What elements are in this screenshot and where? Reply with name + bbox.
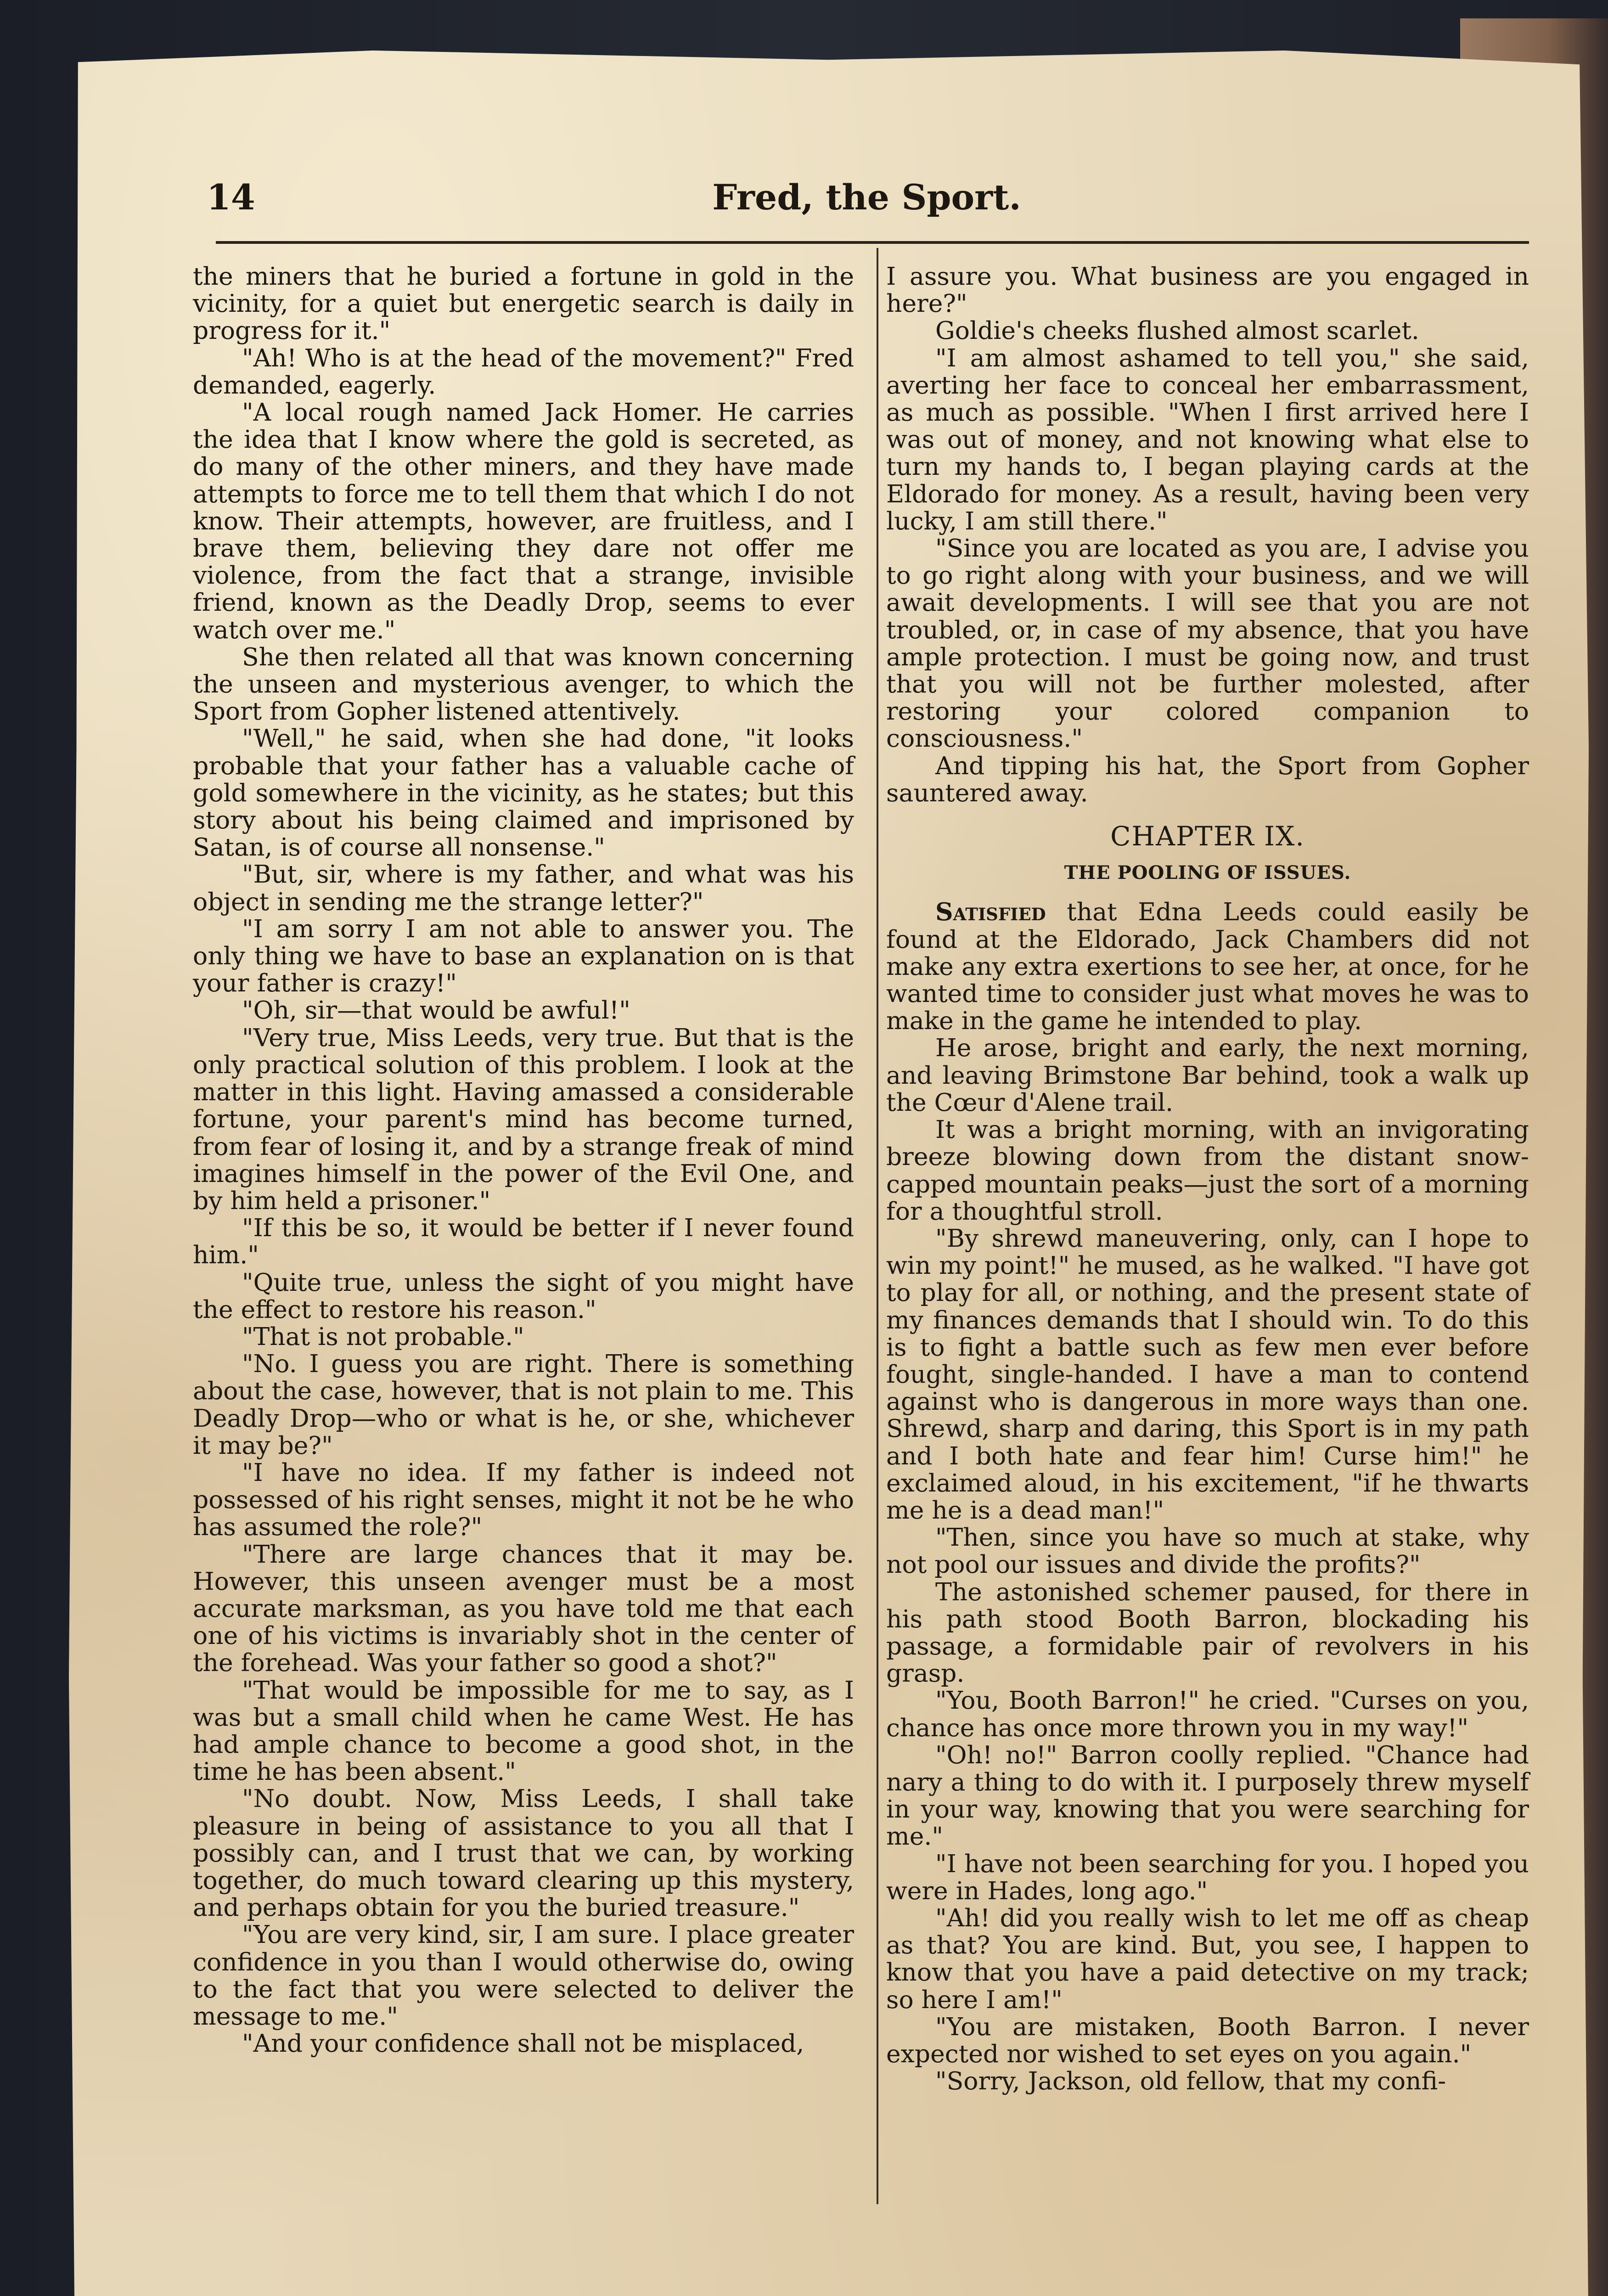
paragraph: It was a bright morning, with an invigorating breeze blowing down from the distant snow-capped mountain peaks—just the sort of a morning for a thoughtful stroll. — [886, 1115, 1529, 1226]
paragraph: "You are mistaken, Booth Barron. I never expected nor wished to set eyes on you again." — [886, 2012, 1529, 2068]
paragraph: And tipping his hat, the Sport from Gopher sauntered away. — [886, 751, 1529, 807]
paragraph: "By shrewd maneuvering, only, can I hope to win my point!" he mused, as he walked. "I have got to play for all, or nothing, and the present state of my finances demands that I should win. To do this is to fight a battle such as few men ever before fought, single-handed. I have a man to contend against who is dangerous in more ways than one. Shrewd, sharp and daring, this Sport is in my path and I both hate and fear him! Curse him!" he exclaimed aloud, in his excitement, "if he thwarts me he is a dead man!" — [886, 1223, 1529, 1525]
chapter-opening-paragraph — [886, 898, 1529, 1034]
chapter-subtitle: THE POOLING OF ISSUES. — [1064, 862, 1351, 884]
page-header — [207, 172, 1527, 232]
paragraph: "I have not been searching for you. I hoped you were in Hades, long ago." — [886, 1849, 1529, 1905]
page-number: 14 — [207, 177, 255, 218]
paragraph: "No. I guess you are right. There is something about the case, however, that is not plain to me. This Deadly Drop—who or what is he, or she, whichever it may be?" — [193, 1349, 854, 1460]
paragraph: "And your confidence shall not be misplaced, — [242, 2029, 804, 2058]
header-rule — [216, 241, 1529, 244]
paragraph: "Very true, Miss Leeds, very true. But that is the only practical solution of this problem. I look at the matter in this light. Having amassed a considerable fortune, your parent's mind has become turned, from fear of losing it, and by a strange freak of mind imagines himself in the power of the Evil One, and by him held a prisoner." — [193, 1023, 854, 1215]
paragraph: She then related all that was known concerning the unseen and mysterious avenger, to which the Sport from Gopher listened attentively. — [193, 642, 854, 726]
right-column — [886, 263, 1529, 2094]
chapter-title: CHAPTER IX. — [1110, 821, 1305, 852]
drop-word: Satisfied — [935, 897, 1046, 927]
paragraph: "A local rough named Jack Homer. He carries the idea that I know where the gold is secreted, as do many of the other miners, and they have made attempts to force me to tell them that which I do not know. Their attempts, however, are fruitless, and I brave them, believing they dare not offer me violence, from the fact that a strange, invisible friend, known as the Deadly Drop, seems to ever watch over me." — [193, 398, 854, 644]
paragraph-text: that Edna Leeds could easily be found at the Eldorado, Jack Chambers did not make any extra exertions to see her, at once, for he wanted time to consider just what moves he was to make in the game he intended to play. — [886, 897, 1529, 1035]
paragraph: "But, sir, where is my father, and what was his object in sending me the strange letter?" — [193, 860, 854, 916]
paragraph: He arose, bright and early, the next morning, and leaving Brimstone Bar behind, took a walk up the Cœur d'Alene trail. — [886, 1033, 1529, 1117]
paragraph: "There are large chances that it may be. However, this unseen avenger must be a most accurate marksman, as you have told me that each one of his victims is invariably shot in the center of the forehead. Was your father so good a shot?" — [193, 1539, 854, 1677]
paragraph: "Oh, sir—that would be awful!" — [242, 996, 630, 1025]
paragraph: I assure you. What business are you engaged in here?" — [886, 262, 1529, 318]
paragraph: "That is not probable." — [242, 1322, 524, 1351]
paragraph: "Then, since you have so much at stake, why not pool our issues and divide the profits?" — [886, 1523, 1529, 1579]
paragraph: "Oh! no!" Barron coolly replied. "Chance had nary a thing to do with it. I purposely threw myself in your way, knowing that you were searching for me." — [886, 1740, 1529, 1851]
paragraph: "Well," he said, when she had done, "it looks probable that your father has a valuable cache of gold somewhere in the vicinity, as he states; but this story about his being claimed and imprisoned by Satan, is of course all nonsense." — [193, 724, 854, 862]
paragraph: "I am almost ashamed to tell you," she said, averting her face to conceal her embarrassment, as much as possible. "When I first arrived here I was out of money, and not knowing what else to turn my hands to, I began playing cards at the Eldorado for money. As a result, having been very lucky, I am still there." — [886, 343, 1529, 535]
paragraph: the miners that he buried a fortune in gold in the vicinity, for a quiet but energetic search is daily in progress for it." — [193, 262, 854, 345]
paragraph: "Ah! Who is at the head of the movement?" Fred demanded, eagerly. — [193, 343, 854, 400]
paragraph: "That would be impossible for me to say, as I was but a small child when he came West. He has had ample chance to become a good shot, in the time he has been absent." — [193, 1675, 854, 1786]
paragraph: "You, Booth Barron!" he cried. "Curses on you, chance has once more thrown you in my way!" — [886, 1686, 1529, 1742]
paragraph: "You are very kind, sir, I am sure. I place greater confidence in you than I would otherwise do, owing to the fact that you were selected to deliver the message to me." — [193, 1920, 854, 2031]
paragraph: The astonished schemer paused, for there in his path stood Booth Barron, blockading his passage, a formidable pair of revolvers in his grasp. — [886, 1577, 1529, 1688]
paragraph: "Sorry, Jackson, old fellow, that my confi- — [935, 2066, 1446, 2096]
paragraph: "If this be so, it would be better if I never found him." — [193, 1213, 854, 1270]
paragraph: "Since you are located as you are, I advise you to go right along with your business, and we will await developments. I will see that you are not troubled, or, in case of my absence, that you have ample protection. I must be going now, and trust that you will not be further molested, after restoring your colored companion to consciousness." — [886, 534, 1529, 753]
paragraph: "Ah! did you really wish to let me off as cheap as that? You are kind. But, you see, I happen to know that you have a paid detective on my track; so here I am!" — [886, 1903, 1529, 2014]
paragraph: "No doubt. Now, Miss Leeds, I shall take pleasure in being of assistance to you all that I possibly can, and I trust that we can, by working together, do much toward clearing up this mystery, and perhaps obtain for you the buried treasure." — [193, 1784, 854, 1922]
left-column — [193, 263, 854, 2057]
paragraph: "I have no idea. If my father is indeed not possessed of his right senses, might it not be he who has assumed the role?" — [193, 1458, 854, 1542]
paragraph: Goldie's cheeks flushed almost scarlet. — [935, 316, 1419, 345]
paragraph: "Quite true, unless the sight of you might have the effect to restore his reason." — [193, 1267, 854, 1324]
column-divider — [877, 248, 878, 2204]
running-title: Fred, the Sport. — [712, 177, 1021, 218]
paragraph: "I am sorry I am not able to answer you. The only thing we have to base an explanation on is that your father is crazy!" — [193, 914, 854, 998]
